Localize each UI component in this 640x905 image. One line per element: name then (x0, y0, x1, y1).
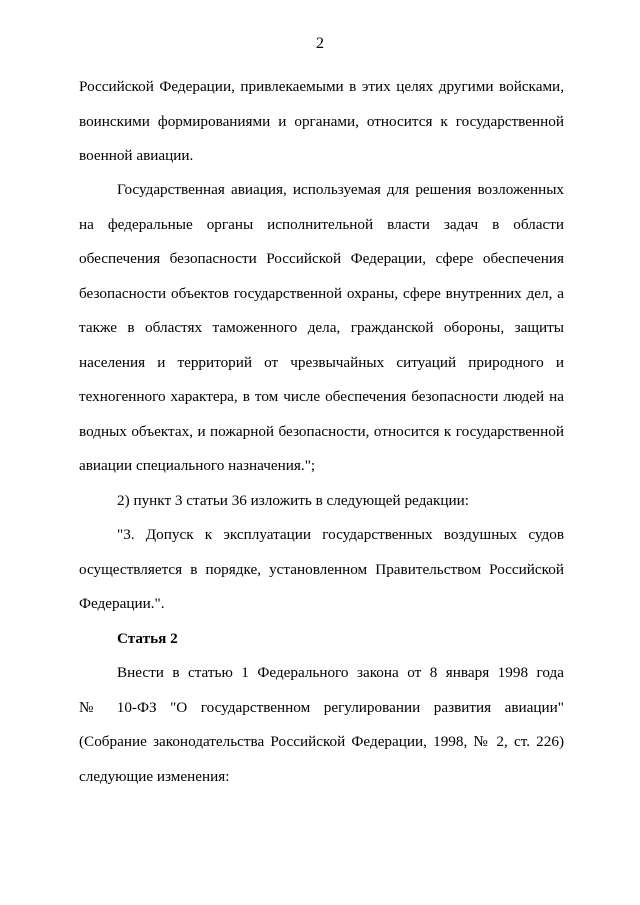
text-line: Государственная авиация, используемая для решения возложенных (117, 181, 564, 198)
text-line: осуществляется в порядке, установленном Правительством Российской (79, 561, 564, 578)
text-line: 2) пункт 3 статьи 36 изложить в следующей редакции: (117, 492, 470, 509)
text-line: обеспечения безопасности Российской Федерации, сфере обеспечения (79, 250, 564, 267)
text-line: воинскими формированиями и органами, относится к государственной (79, 113, 564, 130)
text-line: № 10-ФЗ "О государственном регулировании развития авиации" (79, 699, 564, 716)
article-heading: Статья 2 (117, 630, 178, 647)
text-line: Федерации.". (79, 595, 165, 612)
text-line: авиации специального назначения."; (79, 457, 316, 474)
text-line: Российской Федерации, привлекаемыми в этих целях другими войсками, (79, 78, 564, 95)
page-number: 2 (316, 35, 324, 52)
text-line: техногенного характера, в том числе обеспечения безопасности людей на (79, 388, 564, 405)
text-line: водных объектах, и пожарной безопасности, относится к государственной (79, 423, 564, 440)
text-line: населения и территорий от чрезвычайных ситуаций природного и (79, 354, 564, 371)
text-line: следующие изменения: (79, 768, 230, 785)
text-line: военной авиации. (79, 147, 194, 164)
text-line: также в областях таможенного дела, гражданской обороны, защиты (79, 319, 564, 336)
text-line: "3. Допуск к эксплуатации государственных воздушных судов (117, 526, 564, 543)
text-line: Внести в статью 1 Федерального закона от 8 января 1998 года (117, 664, 564, 681)
text-line: (Собрание законодательства Российской Федерации, 1998, № 2, ст. 226) (79, 733, 564, 750)
text-line: безопасности объектов государственной охраны, сфере внутренних дел, а (79, 285, 564, 302)
text-line: на федеральные органы исполнительной власти задач в области (79, 216, 564, 233)
